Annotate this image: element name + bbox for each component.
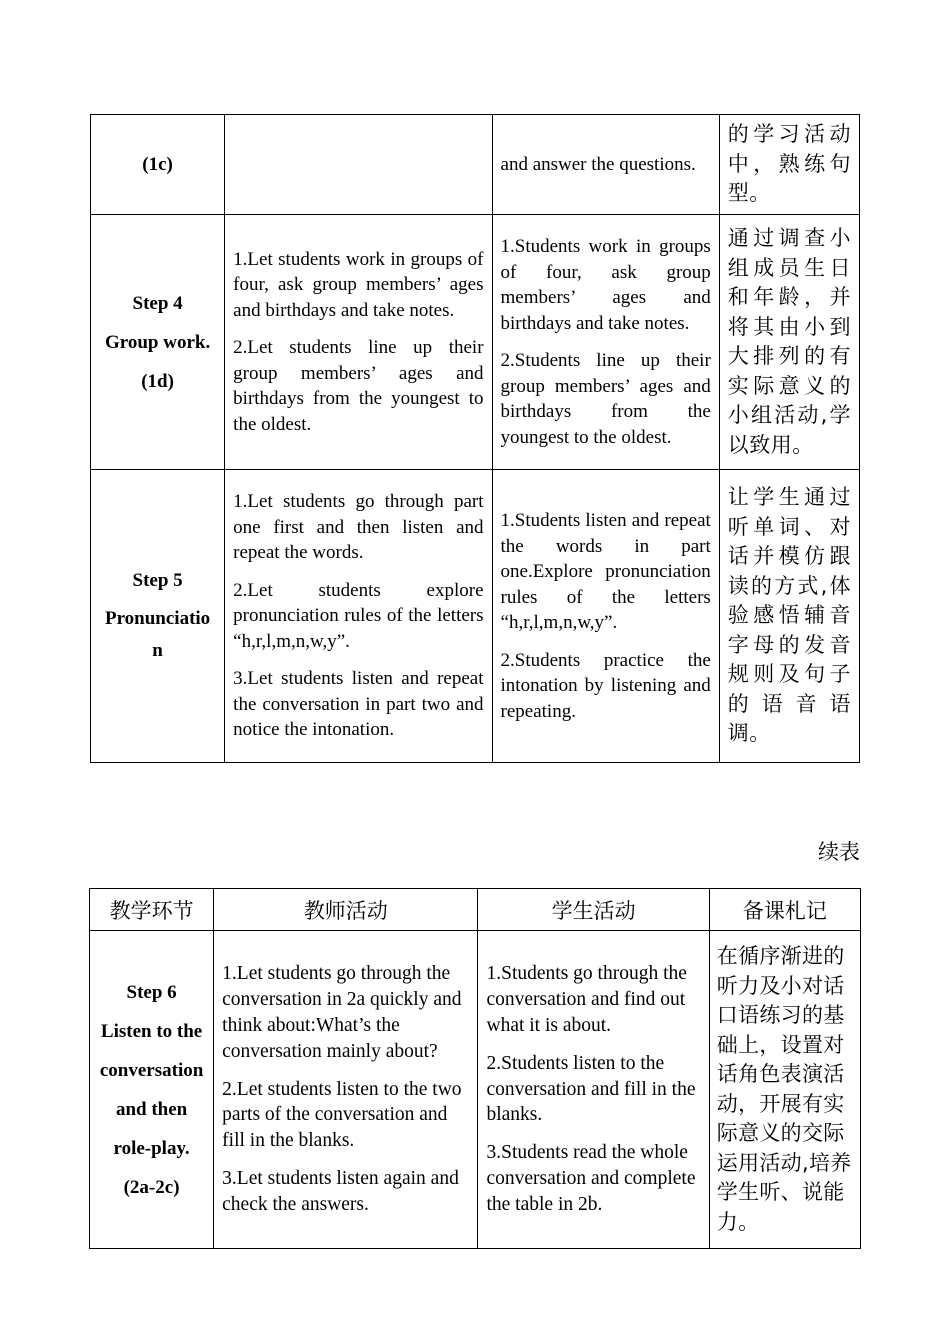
table-row [91, 115, 860, 215]
step-cell [91, 470, 225, 763]
step-cell [91, 215, 225, 470]
teacher-activity-cell [225, 115, 492, 215]
teacher-activity: 2.Let students line up their group members’ ages and birthdays from the youngest to the oldest. [233, 337, 484, 435]
column-header: 备课札记 [709, 889, 860, 931]
student-activity-cell [492, 215, 719, 470]
step-line: and then [115, 1098, 188, 1120]
table-header-row [90, 889, 861, 931]
step-line: (2a-2c) [123, 1176, 180, 1198]
teacher-activity: 1.Let students go through part one first and then listen and repeat the words. [233, 491, 484, 564]
teaching-plan-table-continued [90, 114, 860, 763]
column-header: 学生活动 [478, 889, 709, 931]
step-line: Step 6 [126, 981, 177, 1003]
teacher-activity: 1.Let students go through the conversation in 2a quickly and think about:What’s the conversation mainly about? [222, 963, 462, 1062]
student-activity: 1.Students work in groups of four, ask group members’ ages and birthdays and take notes. [500, 236, 711, 334]
teacher-activity: 3.Let students listen and repeat the conversation in part two and notice the intonation. [233, 668, 484, 741]
step-cell [91, 115, 225, 215]
step-line: Listen to the [100, 1020, 203, 1042]
teacher-activity-cell [214, 931, 478, 1249]
column-header: 教学环节 [90, 889, 214, 931]
step-line: (1c) [142, 154, 173, 175]
student-activity-cell [478, 931, 709, 1249]
step-line: Step 5 [132, 570, 183, 591]
step-line: Pronunciatio [104, 608, 211, 629]
student-activity: and answer the questions. [500, 153, 696, 175]
teaching-plan-table [89, 888, 861, 1249]
student-activity: 2.Students practice the intonation by listening and repeating. [500, 649, 711, 722]
table-row [90, 931, 861, 1249]
step-cell [90, 931, 214, 1249]
step-line: conversation [99, 1059, 204, 1081]
step-line: role-play. [113, 1137, 190, 1159]
student-activity-cell [492, 470, 719, 763]
teacher-activity-cell [225, 470, 492, 763]
column-header: 教师活动 [214, 889, 478, 931]
student-activity: 2.Students listen to the conversation and fill in the blanks. [486, 1052, 696, 1126]
step-line: n [152, 640, 163, 661]
teacher-activity: 3.Let students listen again and check the answers. [222, 1167, 459, 1215]
student-activity: 1.Students listen and repeat the words in part one.Explore pronunciation rules of the letters “h,r,l,m,n,w,y”. [500, 510, 711, 633]
step-line: (1d) [141, 370, 174, 392]
student-activity: 1.Students go through the conversation and find out what it is about. [486, 963, 687, 1036]
teacher-activity: 2.Let students explore pronunciation rules of the letters “h,r,l,m,n,w,y”. [233, 579, 484, 652]
teacher-activity-cell [225, 215, 492, 470]
table-row [91, 215, 860, 470]
notes-cell: 让学生通过听单词、对话并模仿跟读的方式,体验感悟辅音字母的发音规则及句子的语音语调。 [719, 470, 859, 763]
student-activity-cell [492, 115, 719, 215]
teacher-activity: 2.Let students listen to the two parts of the conversation and fill in the blanks. [222, 1078, 462, 1152]
table-caption: 续表 [818, 840, 860, 864]
step-line: Group work. [104, 331, 211, 353]
student-activity: 3.Students read the whole conversation and complete the table in 2b. [486, 1142, 696, 1215]
table-row [91, 470, 860, 763]
step-line: Step 4 [132, 292, 183, 314]
student-activity: 2.Students line up their group members’ ages and birthdays from the youngest to the oldest. [500, 350, 711, 448]
notes-cell: 通过调查小组成员生日和年龄，并将其由小到大排列的有实际意义的小组活动,学以致用。 [719, 215, 859, 470]
notes-cell: 的学习活动中，熟练句型。 [719, 115, 859, 215]
teacher-activity: 1.Let students work in groups of four, ask group members’ ages and birthdays and take notes. [233, 248, 484, 321]
notes-cell: 在循序渐进的听力及小对话口语练习的基础上，设置对话角色表演活动，开展有实际意义的交际运用活动,培养学生听、说能力。 [709, 931, 860, 1249]
